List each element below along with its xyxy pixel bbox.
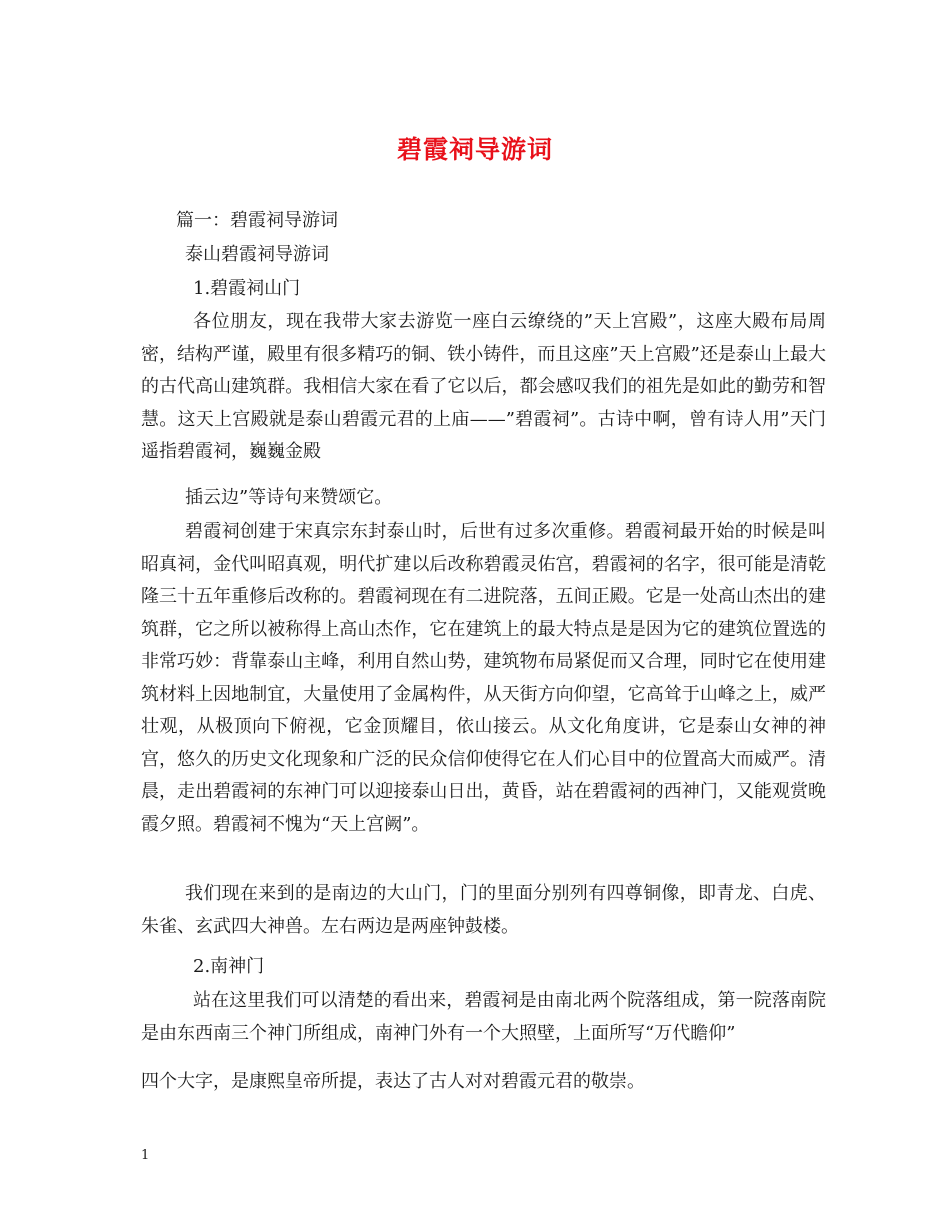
section-heading: 篇一：碧霞祠导游词 bbox=[176, 210, 338, 231]
subheading: 泰山碧霞祠导游词 bbox=[185, 244, 329, 265]
paragraph-4: 站在这里我们可以清楚的看出来，碧霞祠是由南北两个院落组成，第一院落南院是由东西南三个神门所组成，南神门外有一个大照壁，上面所写“万代瞻仰” bbox=[141, 990, 826, 1044]
document-title: 碧霞祠导游词 bbox=[396, 135, 553, 164]
paragraph-1: 各位朋友，现在我带大家去游览一座白云缭绕的”天上宫殿”，这座大殿布局周密，结构严谨，殿里有很多精巧的铜、铁小铸件，而且这座”天上宫殿”还是泰山上最大的古代高山建筑群。我相信大家在看了它以后，都会感叹我们的祖先是如此的勤劳和智慧。这天上宫殿就是泰山碧霞元君的上庙——”碧霞祠”。古诗中啊，曾有诗人用”天门遥指碧霞祠，巍巍金殿 bbox=[141, 311, 826, 462]
paragraph-2: 碧霞祠创建于宋真宗东封泰山时，后世有过多次重修。碧霞祠最开始的时候是叫昭真祠，金代叫昭真观，明代扩建以后改称碧霞灵佑宫，碧霞祠的名字，很可能是清乾隆三十五年重修后改称的。碧霞祠现在有二进院落，五间正殿。它是一处高山杰出的建筑群，它之所以被称得上高山杰作，它在建筑上的最大特点是是因为它的建筑位置选的非常巧妙：背靠泰山主峰，利用自然山势，建筑物布局紧促而又合理，同时它在使用建筑材料上因地制宜，大量使用了金属构件，从天街方向仰望，它高耸于山峰之上，威严壮观，从极顶向下俯视，它金顶耀目，依山接云。从文化角度讲，它是泰山女神的神宫，悠久的历史文化现象和广泛的民众信仰使得它在人们心目中的位置高大而威严。清晨，走出碧霞祠的东神门可以迎接泰山日出，黄昏，站在碧霞祠的西神门，又能观赏晚霞夕照。碧霞祠不愧为“天上宫阙”。 bbox=[141, 521, 826, 835]
paragraph-3: 我们现在来到的是南边的大山门，门的里面分别列有四尊铜像，即青龙、白虎、朱雀、玄武四大神兽。左右两边是两座钟鼓楼。 bbox=[141, 883, 826, 937]
item-heading-1: 1.碧霞祠山门 bbox=[193, 278, 301, 299]
paragraph-4-continuation: 四个大字，是康熙皇帝所提，表达了古人对对碧霞元君的敬崇。 bbox=[141, 1071, 645, 1092]
item-heading-2: 2.南神门 bbox=[193, 956, 265, 977]
page-number: 1 bbox=[141, 1148, 150, 1163]
paragraph-1-continuation: 插云边”等诗句来赞颂它。 bbox=[185, 487, 393, 508]
